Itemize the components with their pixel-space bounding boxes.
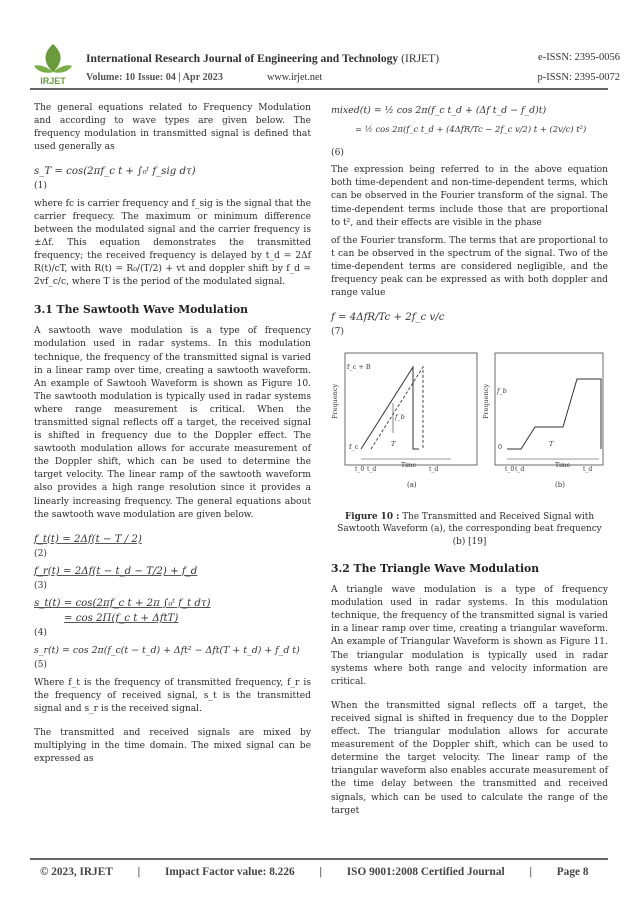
panel-b-td2: t_d	[583, 466, 593, 474]
page-footer: © 2023, IRJET | Impact Factor value: 8.226 | ISO 9001:2008 Certified Journal | Page 8	[40, 866, 589, 878]
paragraph: When the transmitted signal reflects off a target, the received signal is shifted in frequency due to the Doppler effect. The triangular modulation allows for accurate measurement of the Doppler shift, which can be used to determine the target velocity. The linear ramp of the triangular waveform also enables accurate measurement of the time delay between the transmitted and received signals, which can be used to calculate the range of the target	[331, 700, 608, 816]
panel-b-beat-frequency	[507, 379, 601, 449]
equation-number: (6)	[331, 147, 345, 159]
paragraph: A sawtooth wave modulation is a type of frequency modulation used in radar systems. In this modulation technique, the frequency of the transmitted signal is varied in a linear ramp over time, creating a sawtooth waveform. An example of Sawtooh Waveform is shown as Figure 10. The sawtooth modulation is typically used in radar systems where range measurement is critical. When the transmitted signal reflects off a target, the received signal is shifted in frequency due to the Doppler effect. The sawtooth modulation allows for accurate measurement of the Doppler shift, which can be used to determine the target velocity. The linear ramp of the sawtooth waveform also provides a high range resolution since it provides a linearly increasing frequency. The general equations about the sawtooth wave modulation are given below.	[34, 326, 311, 520]
figure-panel-b	[482, 353, 603, 489]
panel-a-td: t_d	[367, 466, 377, 474]
panel-b-zero: 0	[498, 443, 503, 452]
section-heading: 3.2 The Triangle Wave Modulation	[331, 562, 540, 575]
footer-iso: ISO 9001:2008 Certified Journal	[346, 866, 505, 878]
figure-caption: Figure 10 : The Transmitted and Received Signal with Sawtooth Waveform (a), the corresponding beat frequency (b) [19]	[337, 511, 602, 547]
equation-4a: s_t(t) = cos(2πf_c t + 2π ∫₀ᵗ f_t dτ)	[34, 598, 211, 610]
panel-a-time: Time	[401, 462, 417, 470]
journal-website[interactable]: www.irjet.net	[267, 72, 323, 83]
paragraph: Where f_t is the frequency of transmitted frequency, f_r is the frequency of received signal, s_t is the transmitted signal and s_r is the received signal.	[34, 677, 311, 714]
panel-a-td2: t_d	[429, 466, 439, 474]
paragraph: where fc is carrier frequency and f_sig is the signal that the carrier frequecy. The maximum or minimum difference between the modulated signal and the carrier frequency is ±Δf. This equation demonstrates the transmitted frequency; the received frequency is delayed by t_d = 2Δf R(t)/cT, with R(t) = R₀/(T/2) + vt and doppler shift by f_d = 2vf_c/c, where T is the period of the modulated signal.	[34, 198, 311, 288]
footer-copyright: © 2023, IRJET	[40, 866, 113, 878]
paragraph: of the Fourier transform. The terms that are proportional to t can be observed in the spectrum of the signal. Two of the time-dependent terms are considered negligible, and the frequency peak can be expressed as with both doppler and range value	[331, 235, 608, 299]
equation-number: (7)	[331, 326, 345, 338]
panel-a-fb: f_b	[395, 413, 405, 422]
panel-b-label: (b)	[555, 481, 565, 490]
equation-4b: = cos 2Π(f_c t + ΔftT)	[64, 613, 179, 625]
p-issn: p-ISSN: 2395-0072	[537, 72, 620, 83]
panel-a-ylabel: Frequency	[331, 384, 339, 420]
panel-b-t0: t_0	[505, 466, 515, 474]
footer-impact-factor: Impact Factor value: 8.226	[164, 866, 295, 878]
panel-b-td: t_d	[515, 466, 525, 474]
equation-6a: mixed(t) = ½ cos 2π(f_c t_d + (Δf t_d − f_d)t)	[331, 105, 547, 116]
equation-number: (3)	[34, 580, 48, 591]
figure-10	[331, 349, 608, 499]
panel-a-transmitted	[361, 367, 419, 449]
equation-number: (2)	[34, 547, 48, 559]
paragraph: A triangle wave modulation is a type of frequency modulation used in radar systems. In this modulation technique, the frequency of the transmitted signal is varied in a linear ramp over time, creating a triangular waveform. An example of Triangular Waveform is shown as Figure 11. The triangular modulation is typically used in radar systems where both range and velocity information are critical.	[331, 585, 608, 687]
equation-7: f = 4ΔfR/Tc + 2f_c v/c	[331, 312, 445, 324]
panel-a-T: T	[391, 440, 396, 449]
irjet-logo	[30, 40, 76, 86]
equation-number: (1)	[34, 180, 48, 192]
paragraph: The general equations related to Frequency Modulation and according to wave types are given below. The frequency modulation in transmitted signal is defined that used generally as	[34, 103, 311, 153]
equation-number: (4)	[34, 627, 48, 639]
left-column	[34, 102, 311, 777]
equation-number: (5)	[34, 659, 48, 671]
panel-b-T: T	[549, 440, 554, 449]
panel-a-bottom-label: f_c	[349, 443, 359, 452]
equation-1: s_T = cos(2πf_c t + ∫₀ᵗ f_sig dτ)	[34, 166, 196, 178]
e-issn: e-ISSN: 2395-0056	[538, 52, 620, 63]
panel-a-label: (a)	[407, 481, 417, 490]
paragraph: The expression being referred to in the above equation both time-dependent and non-time-dependent terms, which can be observed in the Fourier transform of the signal. The time-dependent terms include those that are proportional to t², and their effects are visible in the phase	[331, 165, 608, 228]
panel-a-t0: t_0	[355, 466, 365, 474]
panel-b-fb: f_b	[497, 387, 507, 396]
right-column	[331, 102, 608, 829]
volume-issue: Volume: 10 Issue: 04 | Apr 2023	[86, 72, 223, 83]
figure-panel-a	[331, 353, 477, 489]
page-header	[0, 0, 638, 92]
panel-a-received	[371, 367, 423, 449]
equation-5: s_r(t) = cos 2π(f_c(t − t_d) + Δft² − Δft(T + t_d) + f_d t)	[34, 645, 300, 657]
section-heading: 3.1 The Sawtooth Wave Modulation	[34, 303, 249, 317]
footer-divider	[30, 858, 608, 860]
logo-text: IRJET	[40, 76, 66, 86]
panel-b-ylabel: Frequency	[482, 384, 490, 420]
equation-3: f_r(t) = 2Δf(t − t_d − T/2) + f_d	[34, 565, 198, 577]
header-divider	[30, 88, 608, 90]
panel-a-top-label: f_c + B	[347, 363, 371, 372]
equation-2: f_t(t) = 2Δf(t − T / 2)	[34, 533, 142, 545]
footer-page-number: Page 8	[556, 866, 589, 878]
panel-b-frame	[495, 353, 603, 465]
panel-b-time: Time	[555, 462, 571, 470]
journal-title: International Research Journal of Engineering and Technology (IRJET)	[86, 52, 440, 65]
equation-6b: = ½ cos 2π(f_c t_d + (4ΔfR/Tc − 2f_c v/2) t + (2v/c) t²)	[355, 124, 587, 135]
paragraph: The transmitted and received signals are mixed by multiplying in the time domain. The mixed signal can be expressed as	[34, 727, 311, 765]
